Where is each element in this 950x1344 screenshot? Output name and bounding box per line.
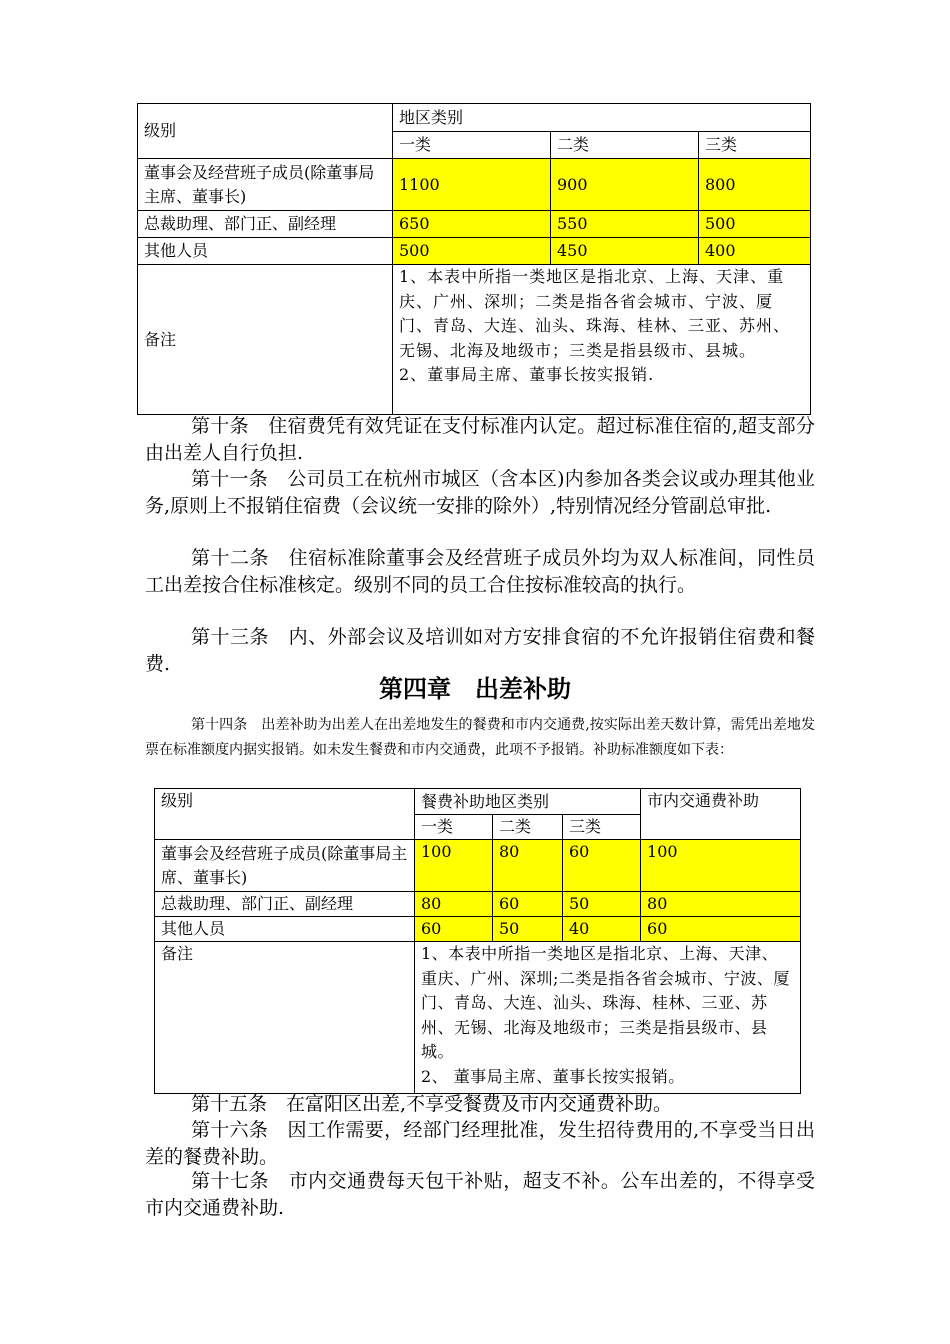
notes-label: 备注: [138, 265, 393, 415]
value-cell: 550: [551, 211, 699, 238]
value-cell: 450: [551, 238, 699, 265]
value-cell: 100: [415, 840, 493, 892]
article-13: 第十三条 内、外部会议及培训如对方安排食宿的不允许报销住宿费和餐费.: [145, 626, 815, 675]
note-2: 2、董事局主席、董事长按实报销.: [399, 365, 655, 384]
value-cell: 50: [563, 892, 641, 917]
value-cell: 800: [699, 159, 811, 211]
notes-content: [415, 942, 801, 1094]
level-header: 级别: [138, 104, 393, 159]
category-1-header: 一类: [393, 132, 551, 159]
value-cell: 60: [563, 840, 641, 892]
article-14: 第十四条 出差补助为出差人在出差地发生的餐费和市内交通费,按实际出差天数计算，需凭出差地发票在标准额度内据实报销。如未发生餐费和市内交通费，此项不予报销。补助标准额度如下表：: [145, 717, 815, 758]
value-cell: 40: [563, 917, 641, 942]
notes-content: [393, 265, 811, 415]
row-label: 董事会及经营班子成员(除董事局主席、董事长): [138, 159, 393, 211]
note-1: 1、本表中所指一类地区是指北京、上海、天津、重庆、广州、深圳；二类是指各省会城市、宁波、厦门、青岛、大连、汕头、珠海、桂林、三亚、苏州、无锡、北海及地级市；三类是指县级市、县城。: [399, 267, 791, 360]
value-cell: 80: [493, 840, 563, 892]
row-label: 其他人员: [138, 238, 393, 265]
value-cell: 500: [393, 238, 551, 265]
note-2: 2、 董事局主席、董事长按实报销。: [421, 1066, 685, 1086]
row-label: 其他人员: [155, 917, 415, 942]
transport-value-cell: 60: [641, 917, 801, 942]
article-10: 第十条 住宿费凭有效凭证在支付标准内认定。超过标准住宿的,超支部分由出差人自行负担.: [145, 415, 815, 464]
table-row: [155, 840, 801, 892]
region-header: 地区类别: [393, 104, 811, 132]
notes-label: 备注: [155, 942, 415, 1094]
level-header: 级别: [155, 789, 415, 840]
value-cell: 60: [493, 892, 563, 917]
table-row: [155, 892, 801, 917]
value-cell: 650: [393, 211, 551, 238]
category-1-header: 一类: [415, 815, 493, 840]
value-cell: 900: [551, 159, 699, 211]
value-cell: 80: [415, 892, 493, 917]
article-15: 第十五条 在富阳区出差,不享受餐费及市内交通费补助。: [191, 1093, 673, 1115]
transport-value-cell: 100: [641, 840, 801, 892]
value-cell: 50: [493, 917, 563, 942]
article-17: 第十七条 市内交通费每天包干补贴，超支不补。公车出差的，不得享受市内交通费补助.: [145, 1170, 815, 1219]
category-3-header: 三类: [699, 132, 811, 159]
lodging-standard-table: [137, 103, 811, 415]
value-cell: 60: [415, 917, 493, 942]
table-row: [138, 159, 811, 211]
transport-value-cell: 80: [641, 892, 801, 917]
notes-row: [155, 942, 801, 1094]
article-16: 第十六条 因工作需要，经部门经理批准，发生招待费用的,不享受当日出差的餐费补助。: [145, 1119, 815, 1168]
category-2-header: 二类: [551, 132, 699, 159]
value-cell: 500: [699, 211, 811, 238]
row-label: 总裁助理、部门正、副经理: [155, 892, 415, 917]
value-cell: 400: [699, 238, 811, 265]
row-label: 董事会及经营班子成员(除董事局主席、董事长): [155, 840, 415, 892]
table-row: [138, 211, 811, 238]
article-11: 第十一条 公司员工在杭州市城区（含本区)内参加各类会议或办理其他业务,原则上不报销住宿费（会议统一安排的除外）,特别情况经分管副总审批.: [145, 468, 815, 517]
table-row: [138, 238, 811, 265]
meal-subsidy-header: 餐费补助地区类别: [415, 789, 641, 815]
category-3-header: 三类: [563, 815, 641, 840]
subsidy-standard-table: [154, 788, 801, 1094]
transport-subsidy-header: 市内交通费补助: [641, 789, 801, 840]
chapter-title: 第四章 出差补助: [379, 674, 571, 703]
row-label: 总裁助理、部门正、副经理: [138, 211, 393, 238]
article-12: 第十二条 住宿标准除董事会及经营班子成员外均为双人标准间，同性员工出差按合住标准核定。级别不同的员工合住按标准较高的执行。: [145, 547, 815, 596]
table-row: [155, 917, 801, 942]
note-1: 1、本表中所指一类地区是指北京、上海、天津、重庆、广州、深圳;二类是指各省会城市、宁波、厦门、青岛、大连、汕头、珠海、桂林、三亚、苏州、无锡、北海及地级市；三类是指县级市、县城。: [421, 944, 790, 1061]
category-2-header: 二类: [493, 815, 563, 840]
notes-row: [138, 265, 811, 415]
value-cell: 1100: [393, 159, 551, 211]
